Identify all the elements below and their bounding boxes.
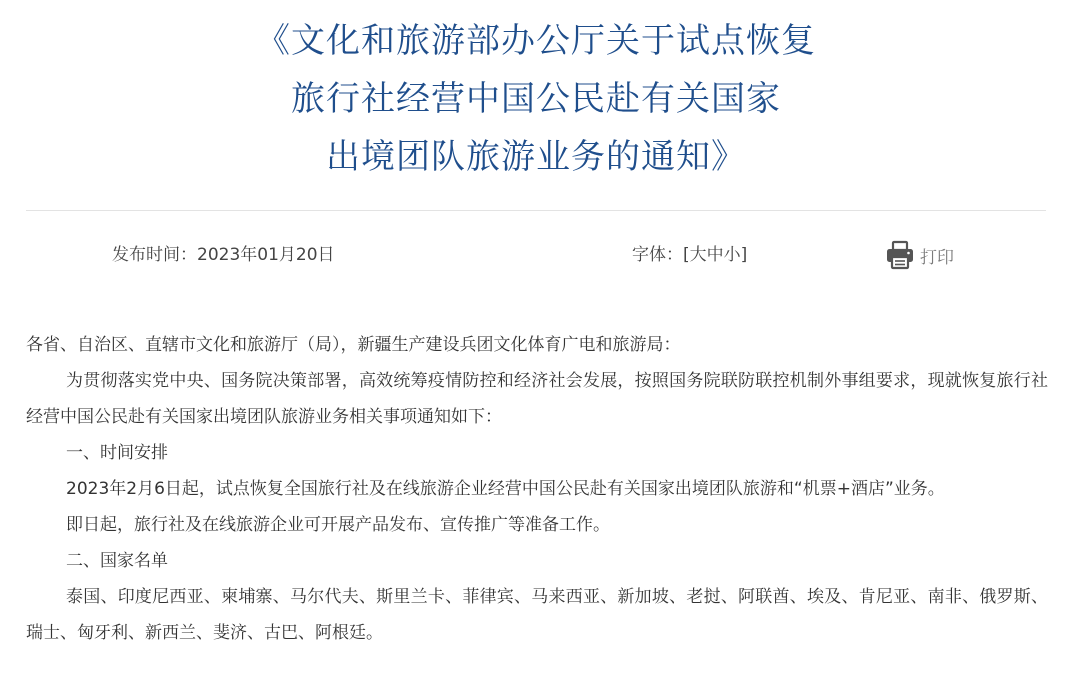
publish-label: 发布时间： (112, 245, 197, 265)
schedule-paragraph: 2023年2月6日起，试点恢复全国旅行社及在线旅游企业经营中国公民赴有关国家出境团队旅游和“机票+酒店”业务。 (66, 479, 945, 499)
font-size-small-button[interactable]: 小 (723, 245, 741, 265)
font-size-large-button[interactable]: 大 (689, 245, 707, 265)
printer-icon (884, 239, 916, 271)
section-heading-schedule: 一、时间安排 (66, 443, 168, 463)
print-button[interactable] (884, 238, 954, 272)
title-line-3: 出境团队旅游业务的通知》 (326, 137, 746, 177)
title-line-2: 旅行社经营中国公民赴有关国家 (291, 79, 781, 119)
font-size-label: 字体： (632, 245, 683, 265)
publish-info (112, 243, 335, 267)
intro-paragraph: 为贯彻落实党中央、国务院决策部署，高效统筹疫情防控和经济社会发展，按照国务院联防联控机制外事组要求，现就恢复旅行社经营中国公民赴有关国家出境团队旅游业务相关事项通知如下： (26, 371, 1048, 427)
print-label: 打印 (920, 247, 954, 268)
section-heading-countries: 二、国家名单 (66, 551, 168, 571)
document-title (0, 12, 1072, 186)
salutation-paragraph: 各省、自治区、直辖市文化和旅游厅（局），新疆生产建设兵团文化体育广电和旅游局： (26, 335, 681, 355)
font-size-open-bracket: [ (683, 245, 690, 265)
font-size-close-bracket: ] (740, 245, 748, 265)
publish-date: 2023年01月20日 (197, 245, 335, 265)
font-size-medium-button[interactable]: 中 (706, 245, 724, 265)
country-list-paragraph: 泰国、印度尼西亚、柬埔寨、马尔代夫、斯里兰卡、菲律宾、马来西亚、新加坡、老挝、阿联酋、埃及、肯尼亚、南非、俄罗斯、瑞士、匈牙利、新西兰、斐济、古巴、阿根廷。 (26, 587, 1048, 643)
document-body (26, 327, 1048, 651)
title-divider (26, 210, 1046, 211)
preparation-paragraph: 即日起，旅行社及在线旅游企业可开展产品发布、宣传推广等准备工作。 (66, 515, 610, 535)
title-line-1: 《文化和旅游部办公厅关于试点恢复 (256, 21, 816, 61)
font-size-selector (632, 243, 747, 267)
